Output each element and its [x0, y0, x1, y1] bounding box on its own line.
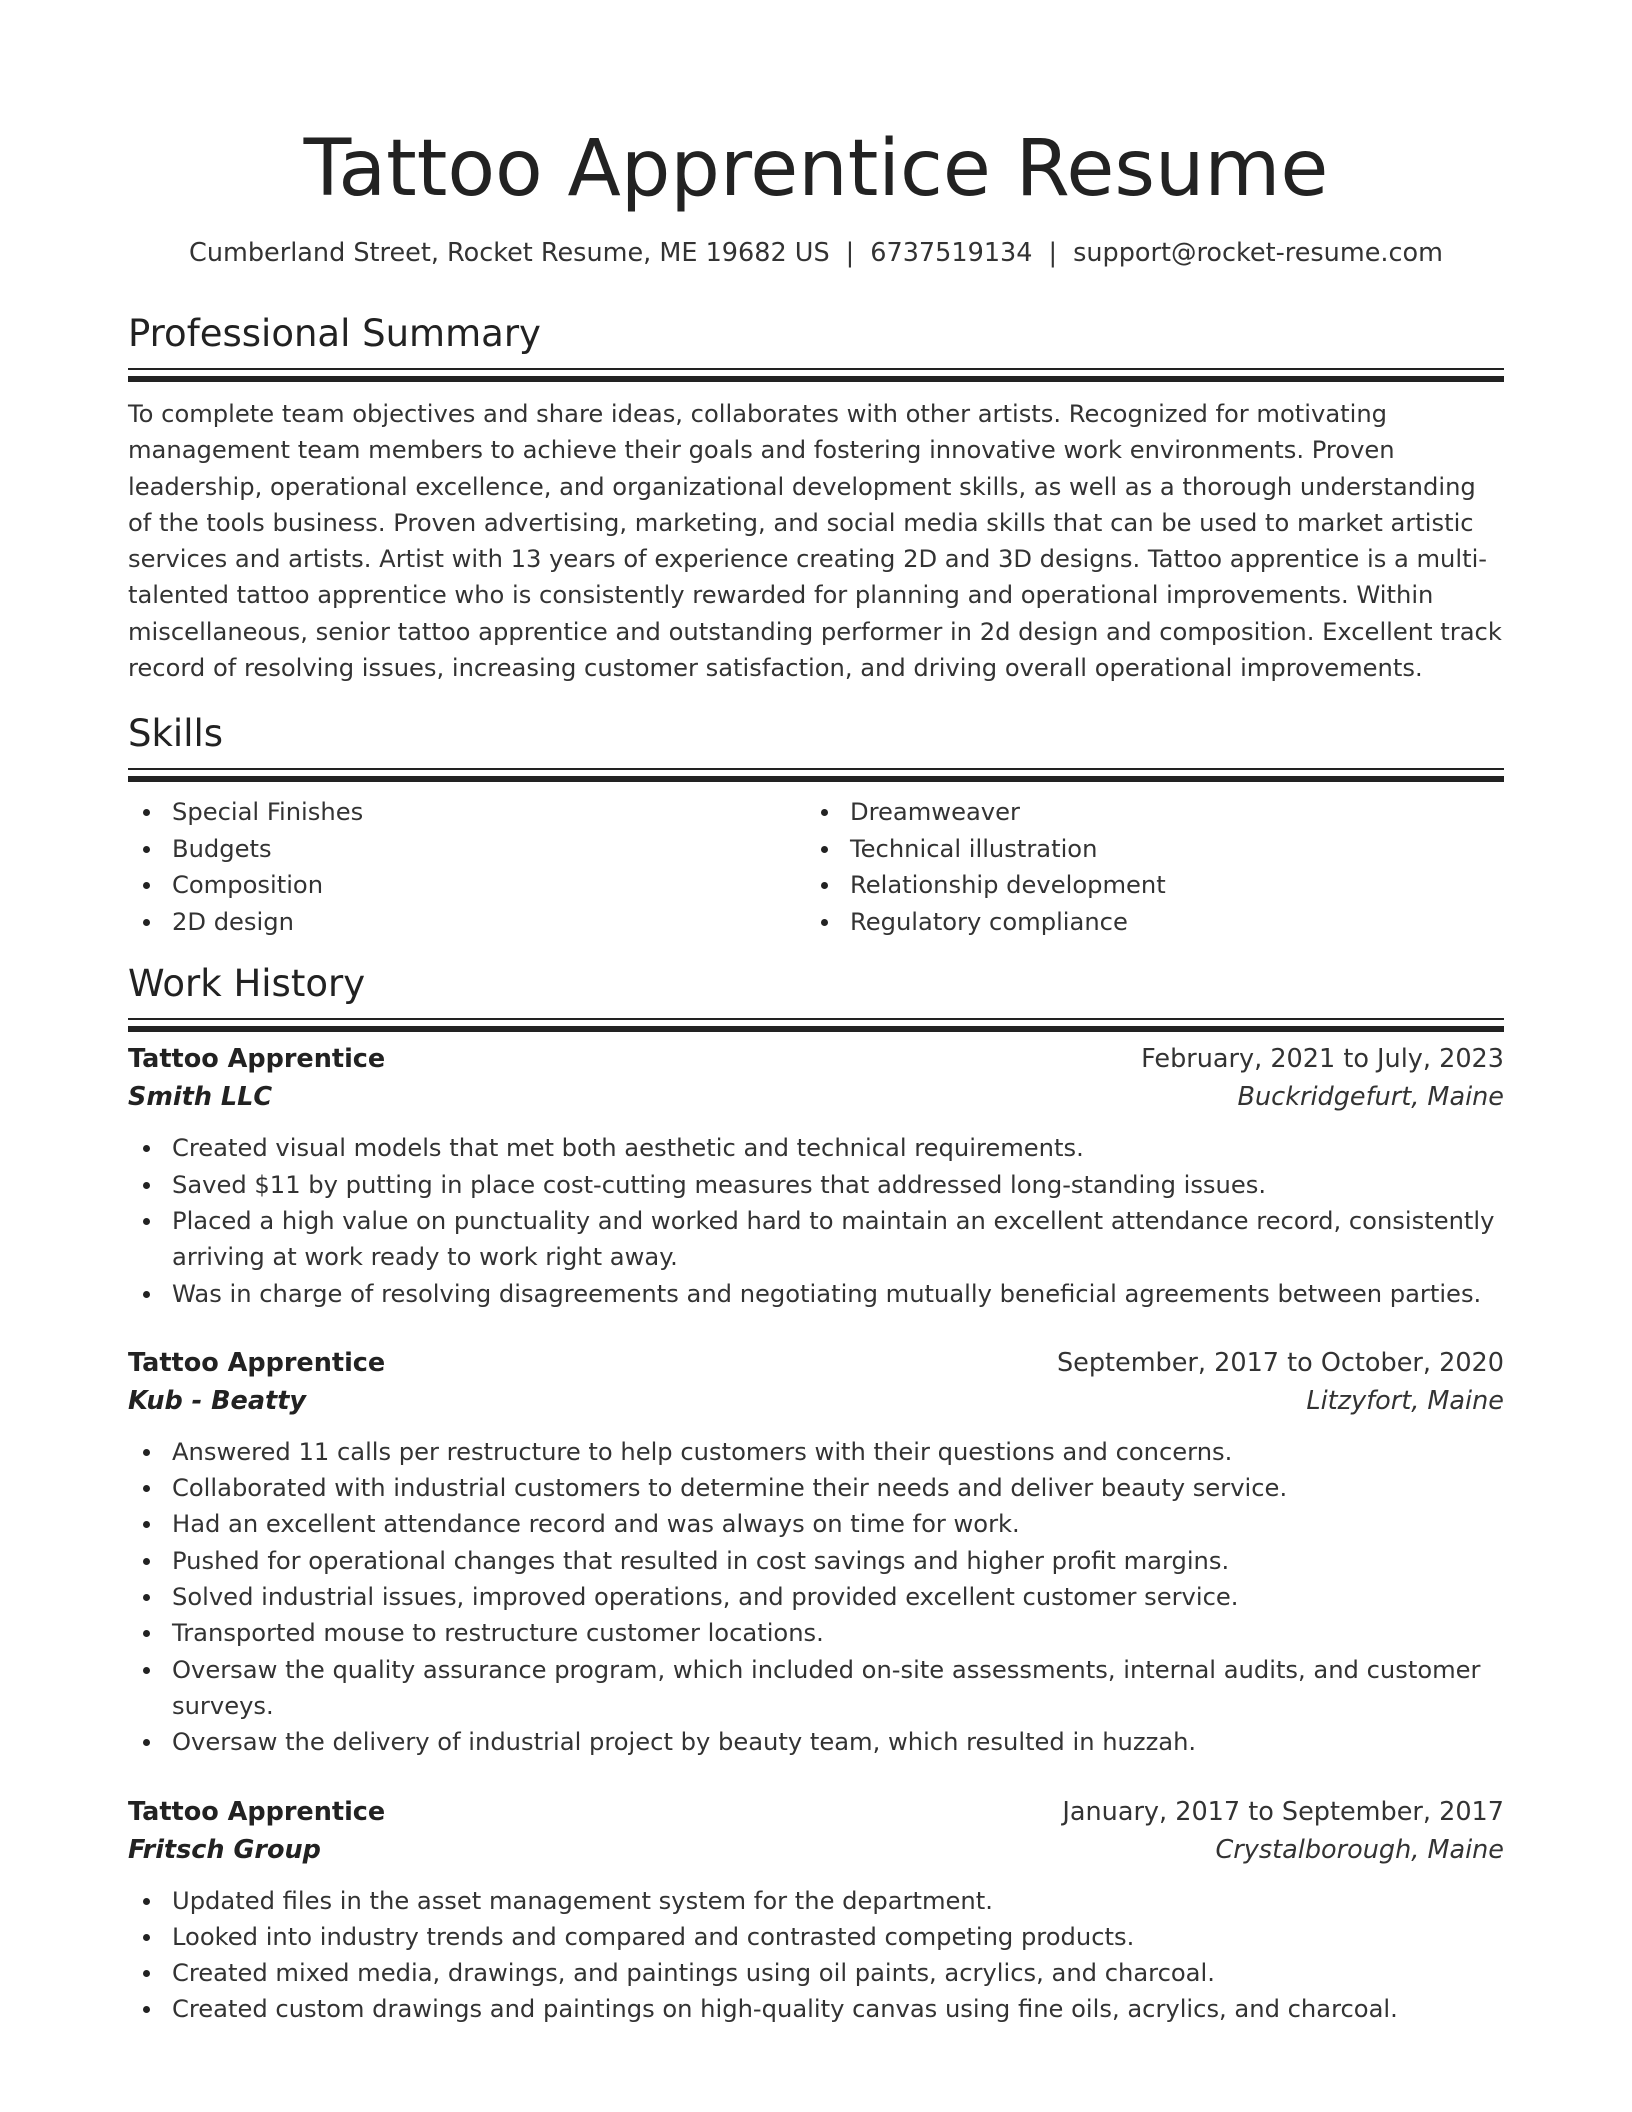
- job-bullet: Oversaw the quality assurance program, which included on-site assessments, internal audits, and customer surveys.: [128, 1652, 1504, 1725]
- job-entry: [128, 1040, 1504, 1311]
- skill-item: Budgets: [128, 831, 806, 868]
- job-title: Tattoo Apprentice: [128, 1796, 386, 1827]
- job-dates: January, 2017 to September, 2017: [1062, 1796, 1504, 1827]
- summary-text: To complete team objectives and share ideas, collaborates with other artists. Recognized for motivating management team members to achieve their goals and fostering innovative work environments. Proven leadership, operational excellence, and organizational development skills, as well as a thorough understanding of the tools business. Proven advertising, marketing, and social media skills that can be used to market artistic services and artists. Artist with 13 years of experience creating 2D and 3D designs. Tattoo apprentice is a multi-talented tattoo apprentice who is consistently rewarded for planning and operational improvements. Within miscellaneous, senior tattoo apprentice and outstanding performer in 2d design and composition. Excellent track record of resolving issues, increasing customer satisfaction, and driving overall operational improvements.: [128, 400, 1502, 683]
- skill-item: 2D design: [128, 904, 806, 941]
- job-dates: February, 2021 to July, 2023: [1141, 1044, 1504, 1075]
- contact-separator: |: [1048, 238, 1058, 268]
- skills-heading: Skills: [128, 712, 224, 756]
- job-location: Buckridgefurt, Maine: [1237, 1082, 1504, 1113]
- work-history-heading: Work History: [128, 962, 366, 1006]
- skill-item: Relationship development: [806, 867, 1484, 904]
- section-divider: [128, 768, 1504, 770]
- section-divider: [128, 1018, 1504, 1020]
- job-company: Smith LLC: [128, 1082, 273, 1113]
- skill-item: Special Finishes: [128, 794, 806, 831]
- job-bullets: [128, 1434, 1504, 1761]
- skill-item: Regulatory compliance: [806, 904, 1484, 941]
- job-bullet: Transported mouse to restructure customer locations.: [128, 1615, 1504, 1651]
- contact-separator: |: [845, 238, 855, 268]
- job-title: Tattoo Apprentice: [128, 1044, 386, 1075]
- skill-item: Technical illustration: [806, 831, 1484, 868]
- job-entry: [128, 1793, 1504, 2028]
- skills-column-right: [806, 794, 1484, 940]
- job-bullet: Pushed for operational changes that resulted in cost savings and higher profit margins.: [128, 1543, 1504, 1579]
- contact-line: [128, 236, 1504, 270]
- job-bullet: Was in charge of resolving disagreements and negotiating mutually beneficial agreements between parties.: [128, 1276, 1504, 1312]
- job-bullets: [128, 1883, 1504, 2028]
- job-dates: September, 2017 to October, 2020: [1056, 1347, 1504, 1378]
- job-company-row: [128, 1078, 1504, 1116]
- job-company: Fritsch Group: [128, 1834, 321, 1865]
- job-bullet: Answered 11 calls per restructure to help customers with their questions and concerns.: [128, 1434, 1504, 1470]
- job-bullet: Looked into industry trends and compared and contrasted competing products.: [128, 1919, 1504, 1955]
- job-bullet: Collaborated with industrial customers to determine their needs and deliver beauty service.: [128, 1470, 1504, 1506]
- section-divider: [128, 368, 1504, 370]
- job-bullet: Saved $11 by putting in place cost-cutting measures that addressed long-standing issues.: [128, 1167, 1504, 1203]
- job-header-row: [128, 1793, 1504, 1831]
- job-bullet: Updated files in the asset management system for the department.: [128, 1883, 1504, 1919]
- job-bullet: Created mixed media, drawings, and paintings using oil paints, acrylics, and charcoal.: [128, 1955, 1504, 1991]
- contact-email[interactable]: support@rocket-resume.com: [1073, 238, 1443, 268]
- job-company-row: [128, 1831, 1504, 1869]
- job-header-row: [128, 1040, 1504, 1078]
- job-header-row: [128, 1344, 1504, 1382]
- summary-heading: Professional Summary: [128, 312, 541, 355]
- job-company-row: [128, 1382, 1504, 1420]
- job-location: Litzyfort, Maine: [1306, 1385, 1504, 1416]
- resume-name: Tattoo Apprentice Resume: [303, 124, 1329, 214]
- skills-column-left: [128, 794, 806, 940]
- job-company: Kub - Beatty: [128, 1385, 307, 1416]
- job-bullet: Created custom drawings and paintings on high-quality canvas using fine oils, acrylics, and charcoal.: [128, 1991, 1504, 2027]
- contact-phone: 6737519134: [870, 238, 1033, 268]
- contact-address: Cumberland Street, Rocket Resume, ME 19682 US: [189, 238, 830, 268]
- job-title: Tattoo Apprentice: [128, 1347, 386, 1378]
- skills-grid: [128, 794, 1504, 940]
- job-entry: [128, 1344, 1504, 1761]
- job-bullets: [128, 1130, 1504, 1311]
- skill-item: Composition: [128, 867, 806, 904]
- skill-item: Dreamweaver: [806, 794, 1484, 831]
- resume-page: [128, 0, 1504, 2028]
- job-bullet: Placed a high value on punctuality and worked hard to maintain an excellent attendance record, consistently arriving at work ready to work right away.: [128, 1203, 1504, 1276]
- job-bullet: Oversaw the delivery of industrial project by beauty team, which resulted in huzzah.: [128, 1724, 1504, 1760]
- job-bullet: Had an excellent attendance record and was always on time for work.: [128, 1506, 1504, 1542]
- job-bullet: Created visual models that met both aesthetic and technical requirements.: [128, 1130, 1504, 1166]
- job-location: Crystalborough, Maine: [1215, 1834, 1504, 1865]
- job-bullet: Solved industrial issues, improved operations, and provided excellent customer service.: [128, 1579, 1504, 1615]
